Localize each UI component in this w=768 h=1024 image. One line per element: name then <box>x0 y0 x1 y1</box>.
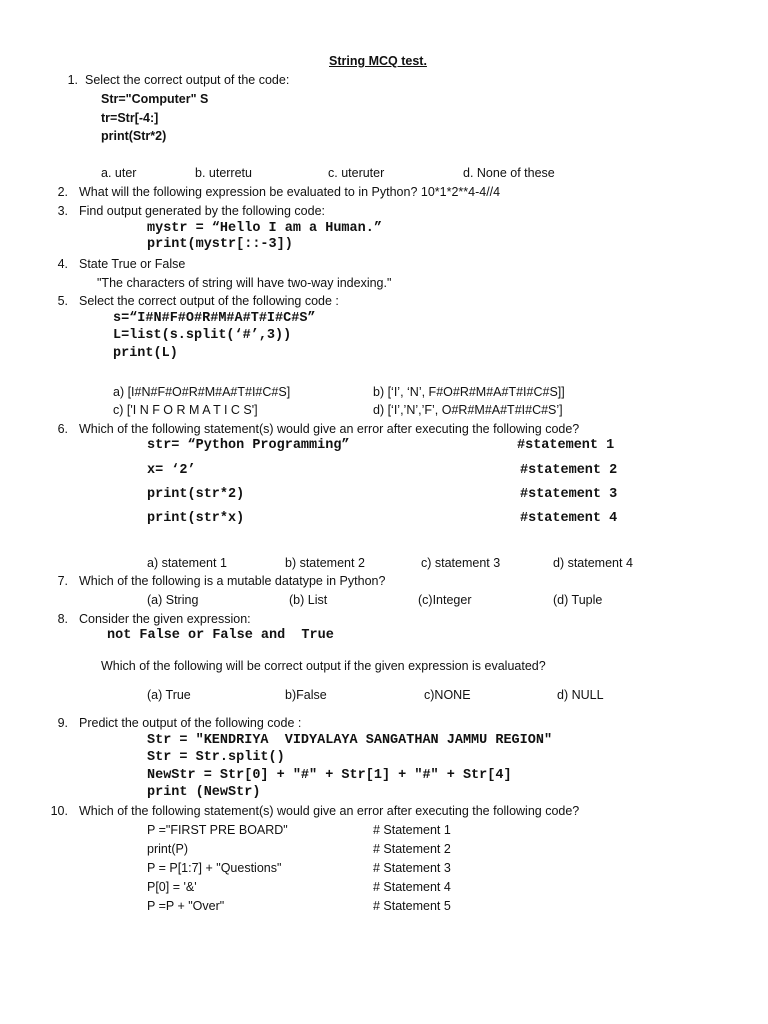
question-text: Find output generated by the following code: <box>79 204 326 218</box>
option: (b) List <box>289 593 328 607</box>
question-number: 7. <box>57 574 68 588</box>
statement-text: "The characters of string will have two-way indexing." <box>97 276 392 290</box>
option: (d) Tuple <box>553 593 603 607</box>
code-line: P =P + "Over" <box>147 899 225 913</box>
option: b) [‘I’, ‘N’, F#O#R#M#A#T#I#C#S]] <box>373 385 565 399</box>
code-line: tr=Str[-4:] <box>101 111 159 125</box>
option: d) [‘I’,’N’,’F’, O#R#M#A#T#I#C#S’] <box>373 403 563 417</box>
code-comment: #statement 3 <box>520 487 618 502</box>
option: c) ['I N F O R M A T I C S'] <box>113 403 258 417</box>
option: d) NULL <box>557 688 604 702</box>
code-line: mystr = “Hello I am a Human.” <box>147 221 382 236</box>
code-line: P[0] = '&' <box>147 880 197 894</box>
code-line: print(Str*2) <box>101 129 167 143</box>
code-comment: # Statement 2 <box>373 842 451 856</box>
code-line: print(str*x) <box>147 511 245 526</box>
question-number: 1. <box>67 73 78 87</box>
option: a) [I#N#F#O#R#M#A#T#I#C#S] <box>113 385 291 399</box>
question-text: State True or False <box>79 257 186 271</box>
option: c)NONE <box>424 688 471 702</box>
code-comment: # Statement 5 <box>373 899 451 913</box>
option: d. None of these <box>463 166 555 180</box>
code-line: L=list(s.split(‘#’,3)) <box>113 328 292 343</box>
code-line: print (NewStr) <box>147 785 261 800</box>
question-text: Which of the following is a mutable datatype in Python? <box>79 574 386 588</box>
question-number: 9. <box>57 716 68 730</box>
question-number: 6. <box>57 422 68 436</box>
question-number: 3. <box>57 204 68 218</box>
question-number: 4. <box>57 257 68 271</box>
question-text: Which of the following statement(s) would give an error after executing the following code? <box>79 804 580 818</box>
option: c. uteruter <box>328 166 385 180</box>
code-line: print(str*2) <box>147 487 245 502</box>
code-line: s=“I#N#F#O#R#M#A#T#I#C#S” <box>113 311 316 326</box>
option: b. uterretu <box>195 166 252 180</box>
code-line: P ="FIRST PRE BOARD" <box>147 823 288 837</box>
option: d) statement 4 <box>553 556 633 570</box>
code-line: print(L) <box>113 346 178 361</box>
option: b) statement 2 <box>285 556 365 570</box>
question-text: Select the correct output of the following code : <box>79 294 339 308</box>
code-line: Str="Computer" S <box>101 92 209 106</box>
question-number: 8. <box>57 612 68 626</box>
option: (a) String <box>147 593 199 607</box>
code-line: Str = Str.split() <box>147 750 285 765</box>
question-subtext: Which of the following will be correct output if the given expression is evaluated? <box>101 659 546 673</box>
code-line: x= ‘2’ <box>147 463 196 478</box>
code-line: P = P[1:7] + "Questions" <box>147 861 282 875</box>
question-text: What will the following expression be evaluated to in Python? 10*1*2**4-4//4 <box>79 185 501 199</box>
option: a. uter <box>101 166 137 180</box>
code-comment: #statement 2 <box>520 463 618 478</box>
code-line: NewStr = Str[0] + "#" + Str[1] + "#" + Str[4] <box>147 768 512 783</box>
question-number: 10. <box>50 804 68 818</box>
code-line: str= “Python Programming” <box>147 438 350 453</box>
code-line: not False or False and True <box>107 628 334 643</box>
option: (c)Integer <box>418 593 472 607</box>
question-number: 5. <box>57 294 68 308</box>
question-text: Predict the output of the following code : <box>79 716 302 730</box>
code-comment: # Statement 1 <box>373 823 451 837</box>
option: (a) True <box>147 688 191 702</box>
option: b)False <box>285 688 327 702</box>
question-number: 2. <box>57 185 68 199</box>
question-text: Which of the following statement(s) would give an error after executing the following code? <box>79 422 580 436</box>
code-line: print(mystr[::-3]) <box>147 237 293 252</box>
question-text: Consider the given expression: <box>79 612 251 626</box>
code-comment: # Statement 3 <box>373 861 451 875</box>
option: a) statement 1 <box>147 556 227 570</box>
code-line: Str = "KENDRIYA VIDYALAYA SANGATHAN JAMMU REGION" <box>147 733 553 748</box>
code-comment: #statement 1 <box>517 438 615 453</box>
option: c) statement 3 <box>421 556 501 570</box>
code-comment: #statement 4 <box>520 511 618 526</box>
code-line: print(P) <box>147 842 188 856</box>
page-title: String MCQ test. <box>329 54 427 68</box>
code-comment: # Statement 4 <box>373 880 451 894</box>
question-text: Select the correct output of the code: <box>85 73 290 87</box>
